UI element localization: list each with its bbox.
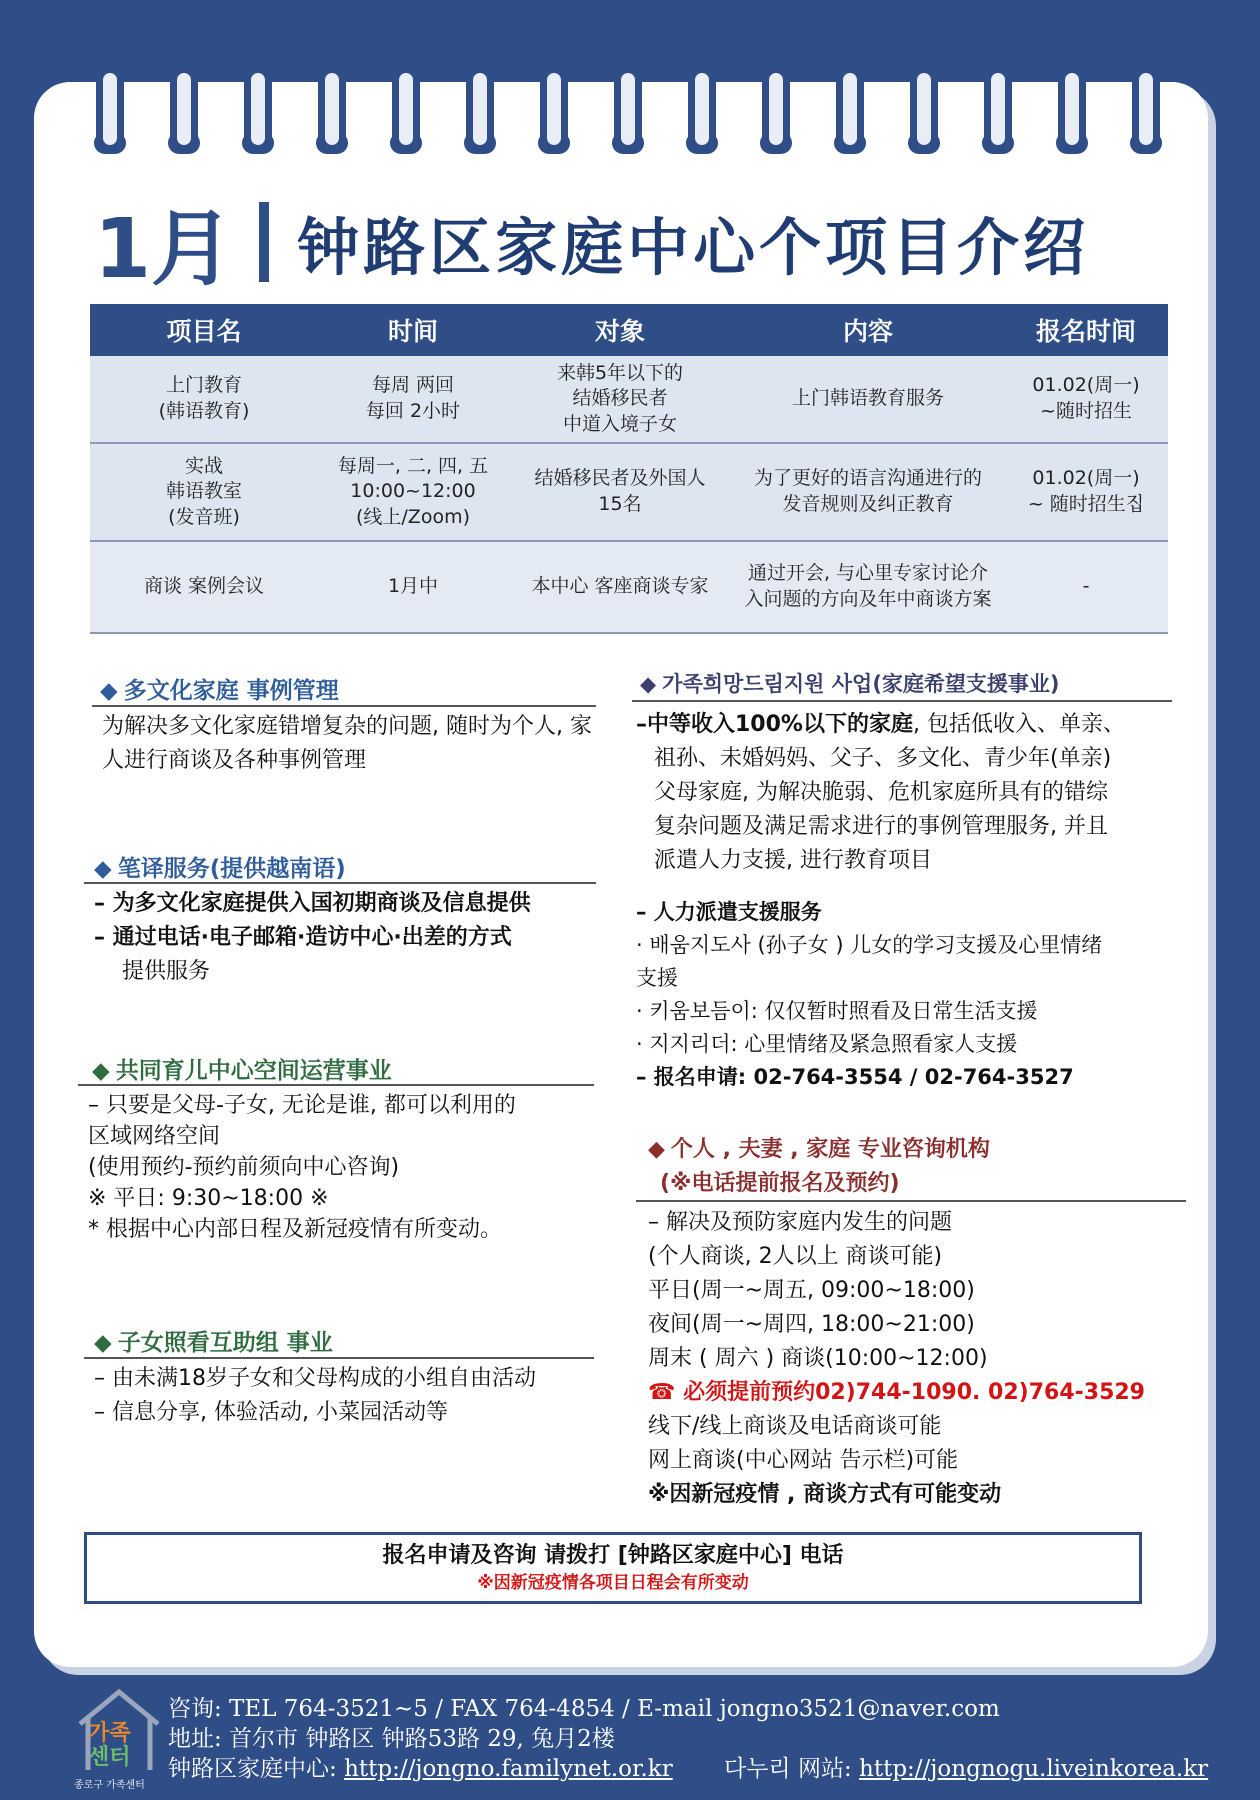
table-header-row — [90, 304, 1168, 356]
header-target: 对象 — [508, 304, 732, 356]
text-line — [636, 708, 1176, 742]
table-cell: 实战 韩语教室 (发音班) — [90, 443, 318, 541]
table-cell: - — [1004, 541, 1168, 633]
section-title-case-management — [100, 672, 339, 705]
text-line: – 解决及预防家庭内发生的问题 — [648, 1210, 952, 1235]
table-cell: 为了更好的语言沟通进行的 发音规则及纠正教育 — [732, 443, 1004, 541]
section-title-care-group — [94, 1324, 333, 1357]
text-line: – 信息分享, 体验活动, 小菜园活动等 — [94, 1400, 448, 1425]
text-line: 派遣人力支援, 进行教育项目 — [654, 848, 932, 873]
footer-site — [168, 1750, 673, 1783]
spiral-ring — [688, 66, 716, 152]
header-content: 内容 — [732, 304, 1004, 356]
text-line: · 키움보듬이: 仅仅暂时照看及日常生活支援 — [636, 999, 1038, 1023]
text-line: 周末 ( 周六 ) 商谈(10:00~12:00) — [648, 1346, 988, 1371]
footer-danuri — [724, 1750, 1208, 1783]
table-cell: 01.02(周一) ~随时招生 — [1004, 356, 1168, 443]
text-line: 祖孙、未婚妈妈、父子、多文化、青少年(单亲) — [654, 746, 1112, 771]
counseling-text — [648, 1206, 1188, 1512]
table-cell: 本中心 客座商谈专家 — [508, 541, 732, 633]
table-cell: 1月中 — [318, 541, 508, 633]
text-line: – 只要是父母-子女, 无论是谁, 都可以利用的 — [88, 1093, 516, 1118]
family-center-logo — [74, 1684, 164, 1792]
table-cell: 01.02(周一) ~ 随时招生집 — [1004, 443, 1168, 541]
center-website-link[interactable]: http://jongno.familynet.or.kr — [344, 1756, 673, 1782]
section-title-childcare-space — [92, 1052, 392, 1085]
program-table — [90, 304, 1168, 634]
table-row — [90, 356, 1168, 443]
logo-text2: 센터 — [88, 1745, 131, 1770]
text-line: 支援 — [636, 966, 678, 990]
table-cell: 来韩5年以下的 结婚移民者 中道入境子女 — [508, 356, 732, 443]
text-line: · 지지리더: 心里情绪及紧急照看家人支援 — [636, 1032, 1018, 1056]
logo-text1: 가족 — [88, 1721, 131, 1746]
text-line: 区域网络空间 — [88, 1124, 221, 1149]
spiral-ring — [392, 66, 420, 152]
spiral-ring — [244, 66, 272, 152]
diamond-icon: ◆ — [100, 678, 118, 704]
diamond-icon: ◆ — [648, 1137, 665, 1162]
site-label: 钟路区家庭中心: — [168, 1756, 345, 1782]
section-subtitle-counseling: (※电话提前报名及预约) — [660, 1171, 900, 1196]
table-row — [90, 541, 1168, 633]
text-line: ※ 平日: 9:30~18:00 ※ — [88, 1186, 329, 1211]
title-main: 钟路区家庭中心个项目介绍 — [297, 210, 1090, 284]
danuri-website-link[interactable]: http://jongnogu.liveinkorea.kr — [859, 1756, 1209, 1782]
spiral-ring — [170, 66, 198, 152]
diamond-icon: ◆ — [92, 1058, 110, 1084]
section-title-text: 가족희망드림지원 사업(家庭希望支援事业) — [662, 672, 1060, 696]
text-line: – 人力派遣支援服务 — [636, 900, 822, 924]
section-title-text: 共同育儿中心空间运营事业 — [115, 1058, 392, 1084]
divider — [84, 1357, 594, 1359]
section-title-hope-dream — [640, 668, 1060, 698]
text-line: 线下/线上商谈及电话商谈可能 — [648, 1414, 942, 1439]
section-title-counseling — [648, 1132, 990, 1163]
table-cell: 每周一, 二, 四, 五 10:00~12:00 (线上/Zoom) — [318, 443, 508, 541]
page-title — [94, 196, 1090, 297]
table-cell: 每周 两回 每回 2小时 — [318, 356, 508, 443]
section-title-text: 子女照看互助组 事业 — [117, 1330, 333, 1356]
text-line: – 由未满18岁子女和父母构成的小组自由活动 — [94, 1366, 536, 1391]
spiral-ring — [910, 66, 938, 152]
title-month: 1月 — [94, 201, 234, 297]
table-cell: 商谈 案例会议 — [90, 541, 318, 633]
text-line: (使用预约-预约前须向中心咨询) — [88, 1155, 400, 1180]
reservation-phone: ☎ 必须提前预约02)744-1090. 02)764-3529 — [648, 1380, 1145, 1405]
text-line: 平日(周一~周五, 09:00~18:00) — [648, 1278, 975, 1303]
text-line: 复杂问题及满足需求进行的事例管理服务, 并且 — [654, 814, 1108, 839]
spiral-ring — [984, 66, 1012, 152]
footer-address: 地址: 首尔市 钟路区 钟路53路 29, 兔月2楼 — [168, 1726, 615, 1752]
diamond-icon: ◆ — [94, 856, 112, 882]
spiral-ring — [1058, 66, 1086, 152]
section-title-text: 个人 , 夫妻 , 家庭 专业咨询机构 — [670, 1137, 990, 1162]
text-bold: –中等收入100%以下的家庭 — [636, 712, 913, 737]
divider — [84, 882, 596, 884]
divider — [78, 1084, 594, 1086]
diamond-icon: ◆ — [94, 1330, 112, 1356]
table-row — [90, 443, 1168, 541]
spiral-ring — [762, 66, 790, 152]
text-line: 夜间(周一~周四, 18:00~21:00) — [648, 1312, 975, 1337]
table-cell: 结婚移民者及外国人 15名 — [508, 443, 732, 541]
spiral-ring — [614, 66, 642, 152]
text-line: – 通过电话·电子邮箱·造访中心·出差的方式 — [94, 925, 512, 950]
spiral-ring — [1132, 66, 1160, 152]
section-title-text: 多文化家庭 事例管理 — [123, 678, 339, 704]
text-rest: , 包括低收入、单亲、 — [912, 712, 1125, 737]
text-line: 网上商谈(中心网站 告示栏)可能 — [648, 1448, 959, 1473]
divider — [636, 1200, 1186, 1202]
table-cell: 上门韩语教育服务 — [732, 356, 1004, 443]
text-line: – 为多文化家庭提供入国初期商谈及信息提供 — [94, 891, 531, 916]
logo-caption: 종로구 가족센터 — [74, 1780, 145, 1791]
childcare-space-text — [88, 1090, 598, 1245]
staff-dispatch-text — [636, 896, 1176, 1094]
header-time: 时间 — [318, 304, 508, 356]
care-group-text — [94, 1362, 594, 1430]
text-line: · 배움지도사 (孙子女 ) 儿女的学习支援及心里情绪 — [636, 933, 1103, 957]
text-line: 父母家庭, 为解决脆弱、危机家庭所具有的错综 — [654, 780, 1108, 805]
text-line: (个人商谈, 2人以上 商谈可能) — [648, 1244, 943, 1269]
spiral-ring — [466, 66, 494, 152]
notice-line2: ※因新冠疫情各项目日程会有所变动 — [477, 1573, 749, 1593]
text-line: ※因新冠疫情 , 商谈方式有可能变动 — [648, 1482, 1002, 1507]
hope-dream-text — [636, 708, 1176, 878]
diamond-icon: ◆ — [640, 672, 657, 696]
translation-text — [94, 887, 594, 989]
section-title-translation — [94, 850, 346, 883]
header-registration: 报名时间 — [1004, 304, 1168, 356]
spiral-ring — [318, 66, 346, 152]
divider — [92, 705, 596, 707]
table-cell: 上门教育 (韩语教育) — [90, 356, 318, 443]
notice-line1: 报名申请及咨询 请拨打 [钟路区家庭中心] 电话 — [382, 1543, 844, 1568]
danuri-label: 다누리 网站: — [724, 1756, 860, 1782]
text-line: * 根据中心内部日程及新冠疫情有所变动。 — [88, 1217, 502, 1242]
spiral-ring — [836, 66, 864, 152]
text-line: – 报名申请: 02-764-3554 / 02-764-3527 — [636, 1065, 1074, 1089]
table-cell: 通过开会, 与心里专家讨论介 入问题的方向及年中商谈方案 — [732, 541, 1004, 633]
case-management-text: 为解决多文化家庭错增复杂的问题, 随时为个人, 家人进行商谈及各种事例管理 — [102, 714, 592, 773]
header-program: 项目名 — [90, 304, 318, 356]
notice-box — [84, 1532, 1142, 1604]
footer-contact: 咨询: TEL 764-3521~5 / FAX 764-4854 / E-mail jongno3521@naver.com — [168, 1696, 1000, 1722]
spiral-ring — [540, 66, 568, 152]
text-line: 提供服务 — [122, 959, 211, 984]
section-title-text: 笔译服务(提供越南语) — [117, 856, 346, 882]
divider — [632, 700, 1172, 702]
spiral-ring — [96, 66, 124, 152]
title-divider — [259, 202, 269, 282]
